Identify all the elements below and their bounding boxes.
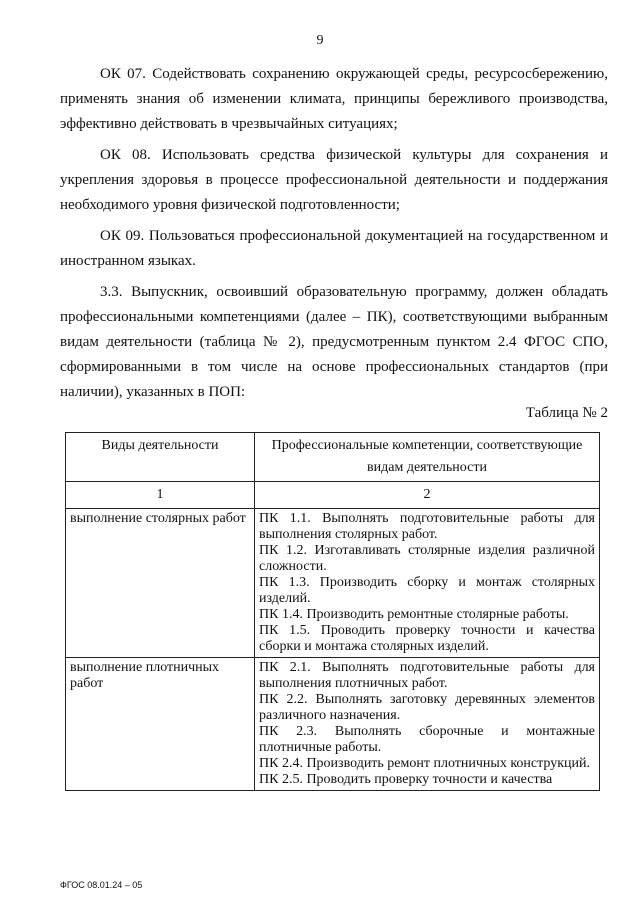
page-number: 9 <box>316 33 324 48</box>
competency-item: ПК 2.2. Выполнять заготовку деревянных элементов различного назначения. <box>259 692 595 723</box>
paragraph-ok09: ОК 09. Пользоваться профессиональной документацией на государственном и иностранном языках. <box>60 228 608 269</box>
paragraph-ok07: ОК 07. Содействовать сохранению окружающей среды, ресурсосбережению, применять знания об изменении климата, принципы бережливого производства, эффективно действовать в чрезвычайных ситуациях; <box>60 66 608 132</box>
competency-item: ПК 2.4. Производить ремонт плотничных конструкций. <box>259 756 591 771</box>
competency-item: ПК 2.5. Проводить проверку точности и качества <box>259 772 553 787</box>
table-row <box>66 658 600 791</box>
competency-item: ПК 2.1. Выполнять подготовительные работы для выполнения плотничных работ. <box>259 660 595 691</box>
header-competencies: Профессиональные компетенции, соответствующие видам деятельности <box>255 433 600 482</box>
paragraph-ok08: ОК 08. Использовать средства физической культуры для сохранения и укрепления здоровья в процессе профессиональной деятельности и поддержания необходимого уровня физической подготовленности; <box>60 147 608 213</box>
table-header-row <box>66 433 600 482</box>
competencies-cell <box>255 658 600 791</box>
competency-item: ПК 2.3. Выполнять сборочные и монтажные плотничные работы. <box>259 724 595 755</box>
activity-cell: выполнение столярных работ <box>66 509 255 658</box>
table-column-number-row <box>66 482 600 509</box>
header-activity-types: Виды деятельности <box>66 433 255 482</box>
competencies-cell <box>255 509 600 658</box>
paragraph-3-3: 3.3. Выпускник, освоивший образовательную программу, должен обладать профессиональными компетенциями (далее – ПК), соответствующими выбранным видам деятельности (таблица № 2), предусмотренным пунктом 2.4 ФГОС СПО, сформированными в том числе на основе профессиональных стандартов (при наличии), указанных в ПОП: <box>60 284 608 400</box>
competency-item: ПК 1.1. Выполнять подготовительные работы для выполнения столярных работ. <box>259 511 595 542</box>
competence-table <box>65 432 600 791</box>
activity-cell: выполнение плотничных работ <box>66 658 255 791</box>
competency-item: ПК 1.3. Производить сборку и монтаж столярных изделий. <box>259 575 595 606</box>
competency-item: ПК 1.2. Изготавливать столярные изделия различной сложности. <box>259 543 595 574</box>
footer-document-code: ФГОС 08.01.24 – 05 <box>60 880 143 890</box>
competency-item: ПК 1.4. Производить ремонтные столярные работы. <box>259 607 569 622</box>
body-text <box>60 62 608 411</box>
column-number-1: 1 <box>66 482 255 509</box>
table-caption: Таблица № 2 <box>525 405 608 421</box>
table-row <box>66 509 600 658</box>
column-number-2: 2 <box>255 482 600 509</box>
competency-item: ПК 1.5. Проводить проверку точности и качества сборки и монтажа столярных изделий. <box>259 623 595 654</box>
